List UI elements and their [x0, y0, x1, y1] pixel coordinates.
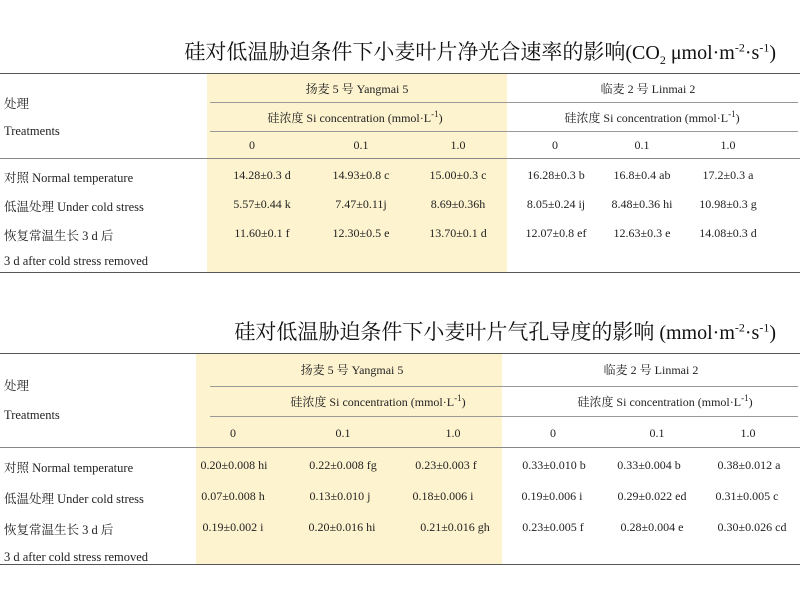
- conc-header: 0.1: [634, 138, 650, 152]
- table-cell: 0.30±0.026 cd: [717, 520, 787, 534]
- table-cell: 0.07±0.008 h: [201, 489, 265, 503]
- variety-linmai: 临麦 2 号 Linmai 2: [600, 82, 696, 96]
- treatments-en: Treatments: [4, 124, 60, 138]
- table-cell: 12.63±0.3 e: [613, 226, 671, 240]
- top-rule: [0, 73, 800, 74]
- table-cell: 5.57±0.44 k: [233, 197, 291, 211]
- table-cell: 0.20±0.016 hi: [308, 520, 376, 534]
- si-label-linmai: 硅浓度 Si concentration $(mmol\cdot L^{-1})$: [564, 109, 740, 125]
- top-rule: [0, 353, 800, 354]
- table-cell: 0.20±0.008 hi: [200, 458, 268, 472]
- treatments-en: Treatments: [4, 408, 60, 422]
- si-label-yangmai: 硅浓度 Si concentration $(mmol\cdot L^{-1})$: [267, 109, 443, 125]
- conc-header: 0.1: [335, 426, 351, 440]
- row-label: 恢复常温生长 3 d 后: [4, 523, 114, 537]
- conc-header: 1.0: [445, 426, 461, 440]
- table-cell: 0.18±0.006 i: [412, 489, 474, 503]
- table-cell: 8.69±0.36h: [430, 197, 486, 211]
- table-cell: 0.19±0.002 i: [202, 520, 264, 534]
- table-cell: 0.38±0.012 a: [717, 458, 781, 472]
- table-cell: 12.30±0.5 e: [332, 226, 390, 240]
- table-title: [234, 316, 776, 346]
- table-title: [184, 36, 776, 68]
- si-label-linmai: 硅浓度 Si concentration $(mmol\cdot L^{-1})$: [577, 393, 753, 409]
- conc-header: 0: [249, 138, 255, 152]
- variety-yangmai: 扬麦 5 号 Yangmai 5: [305, 82, 409, 96]
- photosynthesis-table: [0, 0, 800, 290]
- table-cell: 16.8±0.4 ab: [613, 168, 671, 182]
- bottom-rule: [0, 272, 800, 273]
- title-main: 硅对低温胁迫条件下小麦叶片气孔导度的影响: [234, 320, 655, 344]
- conc-header: 0: [230, 426, 236, 440]
- header-rule: [0, 447, 800, 448]
- table-cell: 8.05±0.24 ij: [526, 197, 586, 211]
- title-unit: ($CO_2$ $\mu mol\cdot m^{-2}\cdot s^{-1}$): [625, 40, 776, 67]
- table-cell: 0.22±0.008 fg: [309, 458, 377, 472]
- table-cell: 10.98±0.3 g: [699, 197, 757, 211]
- treatments-cn: 处理: [4, 379, 30, 393]
- conc-header: 1.0: [450, 138, 466, 152]
- row-label: 3 d after cold stress removed: [4, 254, 149, 268]
- table-cell: 13.70±0.1 d: [429, 226, 487, 240]
- table-cell: 0.29±0.022 ed: [617, 489, 687, 503]
- table-cell: 14.08±0.3 d: [699, 226, 757, 240]
- conc-header: 1.0: [720, 138, 736, 152]
- table-cell: 15.00±0.3 c: [429, 168, 487, 182]
- title-main: 硅对低温胁迫条件下小麦叶片净光合速率的影响: [184, 40, 626, 64]
- row-label: 低温处理 Under cold stress: [4, 492, 144, 506]
- table-cell: 12.07±0.8 ef: [525, 226, 587, 240]
- table-cell: 0.31±0.005 c: [715, 489, 779, 503]
- si-label-yangmai: 硅浓度 Si concentration $(mmol\cdot L^{-1})$: [290, 393, 466, 409]
- conc-header: 0.1: [353, 138, 369, 152]
- table-cell: 14.93±0.8 c: [332, 168, 390, 182]
- row-label: 恢复常温生长 3 d 后: [4, 229, 114, 243]
- row-label: 对照 Normal temperature: [4, 461, 134, 475]
- title-unit: $(mmol\cdot m^{-2}\cdot s^{-1})$: [654, 320, 776, 344]
- conc-header: 0.1: [649, 426, 665, 440]
- table-cell: 8.48±0.36 hi: [611, 197, 673, 211]
- table-cell: 0.23±0.003 f: [415, 458, 477, 472]
- si-rule: [210, 131, 798, 132]
- treatments-cn: 处理: [4, 97, 30, 111]
- variety-rule: [210, 386, 798, 387]
- variety-linmai: 临麦 2 号 Linmai 2: [603, 363, 699, 377]
- table-cell: 0.23±0.005 f: [522, 520, 584, 534]
- table-cell: 0.13±0.010 j: [309, 489, 371, 503]
- row-label: 3 d after cold stress removed: [4, 550, 149, 564]
- conc-header: 0: [550, 426, 556, 440]
- table-cell: 0.21±0.016 gh: [420, 520, 490, 534]
- row-label: 低温处理 Under cold stress: [4, 200, 144, 214]
- table-cell: 11.60±0.1 f: [234, 226, 290, 240]
- table-cell: 17.2±0.3 a: [702, 168, 754, 182]
- variety-yangmai: 扬麦 5 号 Yangmai 5: [300, 363, 404, 377]
- conc-header: 0: [552, 138, 558, 152]
- variety-rule: [210, 102, 798, 103]
- stomatal-table: [0, 306, 800, 600]
- table-cell: 0.33±0.010 b: [522, 458, 586, 472]
- table-cell: 7.47±0.11j: [335, 197, 387, 211]
- row-label: 对照 Normal temperature: [4, 171, 134, 185]
- conc-header: 1.0: [740, 426, 756, 440]
- table-cell: 16.28±0.3 b: [527, 168, 585, 182]
- table-cell: 0.33±0.004 b: [617, 458, 681, 472]
- header-rule: [0, 158, 800, 159]
- table-cell: 14.28±0.3 d: [233, 168, 291, 182]
- table-cell: 0.28±0.004 e: [620, 520, 684, 534]
- table-cell: 0.19±0.006 i: [521, 489, 583, 503]
- si-rule: [210, 416, 798, 417]
